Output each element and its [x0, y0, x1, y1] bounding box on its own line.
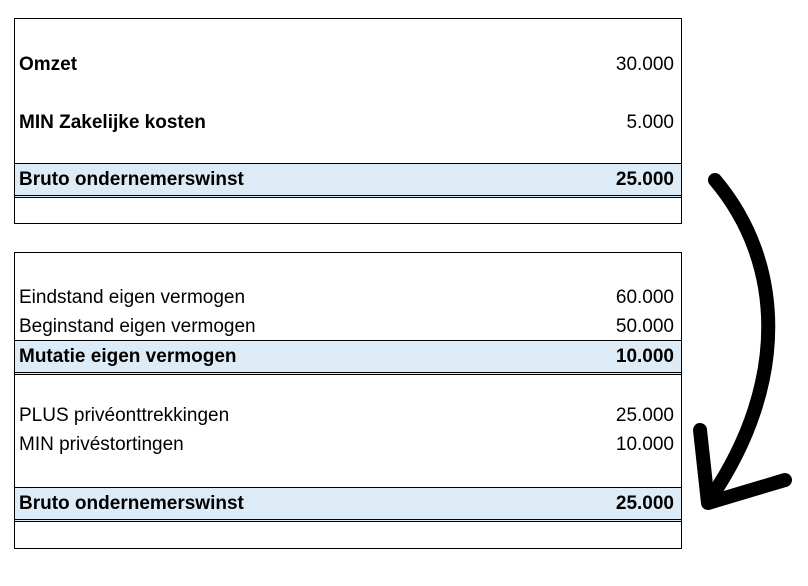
curved-arrow-down-left-icon [690, 168, 800, 513]
gross-profit-value: 25.000 [615, 169, 674, 190]
equity-mutation-row [15, 340, 681, 375]
profit-calculation-table [14, 18, 682, 224]
private-deposits-row [15, 431, 681, 457]
private-deposits-label: MIN privéstortingen [19, 433, 184, 455]
gross-profit-label: Bruto ondernemerswinst [19, 169, 244, 190]
ending-equity-value: 60.000 [615, 286, 674, 308]
starting-equity-row [15, 313, 681, 339]
business-costs-value: 5.000 [626, 111, 674, 133]
starting-equity-value: 50.000 [615, 315, 674, 337]
equity-mutation-label: Mutatie eigen vermogen [19, 346, 237, 367]
equity-mutation-value: 10.000 [615, 346, 674, 367]
equity-comparison-table [14, 252, 682, 549]
revenue-label: Omzet [19, 53, 78, 75]
ending-equity-row [15, 284, 681, 310]
private-withdrawals-value: 25.000 [615, 404, 674, 426]
private-deposits-value: 10.000 [615, 433, 674, 455]
private-withdrawals-row [15, 402, 681, 428]
business-costs-label: MIN Zakelijke kosten [19, 111, 206, 133]
gross-profit-result-label: Bruto ondernemerswinst [19, 493, 244, 514]
gross-profit-result-value: 25.000 [615, 493, 674, 514]
gross-profit-result-row [15, 487, 681, 522]
revenue-row [15, 51, 681, 77]
revenue-value: 30.000 [615, 53, 674, 75]
ending-equity-label: Eindstand eigen vermogen [19, 286, 246, 308]
gross-profit-row [15, 163, 681, 198]
starting-equity-label: Beginstand eigen vermogen [19, 315, 256, 337]
business-costs-row [15, 109, 681, 135]
private-withdrawals-label: PLUS privéonttrekkingen [19, 404, 230, 426]
